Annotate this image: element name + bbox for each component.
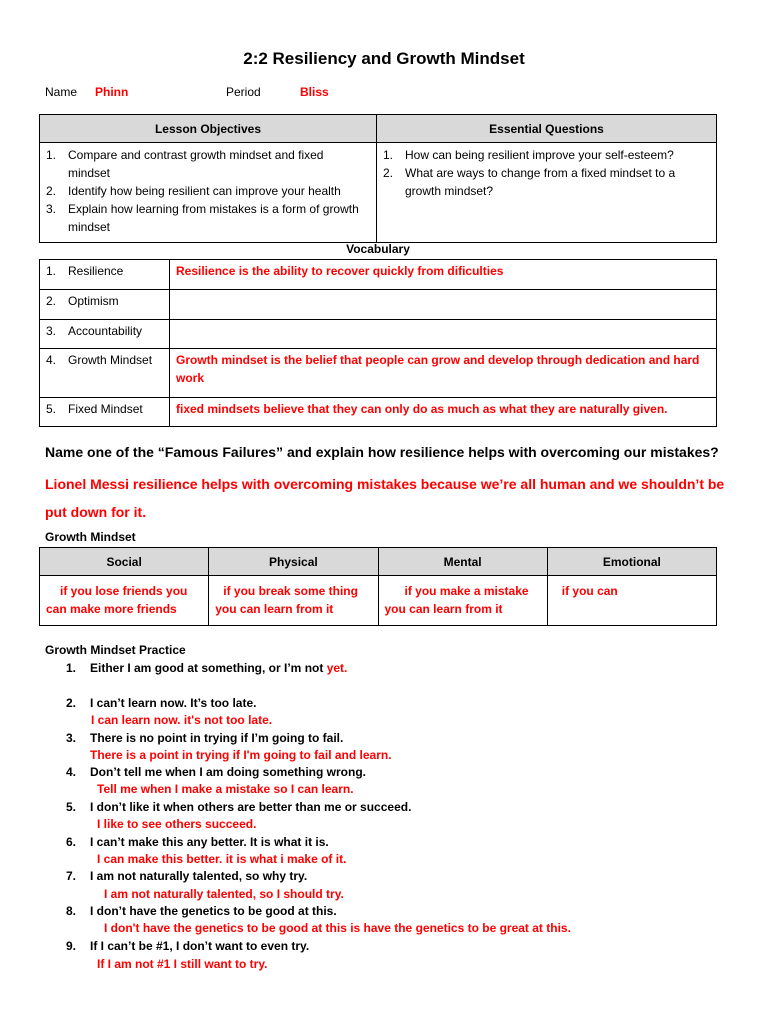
- vocab-term: [40, 320, 170, 349]
- objective-item: [46, 182, 368, 200]
- lesson-objectives-header: Lesson Objectives: [40, 115, 377, 143]
- practice-statement: If I can’t be #1, I don’t want to even try.: [90, 939, 310, 953]
- vocab-number: 3.: [46, 324, 57, 338]
- vocab-term-text: Growth Mindset: [68, 353, 153, 367]
- practice-statement: I can’t learn now. It’s too late.: [90, 696, 257, 710]
- practice-number: 7.: [66, 869, 77, 883]
- essential-questions-cell: [377, 143, 717, 243]
- practice-answer[interactable]: There is a point in trying if I'm going to fail and learn.: [90, 748, 392, 762]
- vocab-definition[interactable]: Resilience is the ability to recover quickly from dificulties: [170, 260, 717, 290]
- vocab-row: [40, 398, 717, 427]
- practice-item: [66, 904, 337, 918]
- vocab-number: 1.: [46, 264, 57, 278]
- practice-answer[interactable]: I am not naturally talented, so I should try.: [104, 887, 344, 901]
- practice-item: [66, 731, 343, 745]
- mental-header: Mental: [378, 548, 547, 576]
- objective-number: 3.: [46, 202, 57, 216]
- practice-statement: I don’t have the genetics to be good at this.: [90, 904, 337, 918]
- practice-item: [66, 835, 329, 849]
- vocab-term-text: Accountability: [68, 324, 143, 338]
- vocab-row: [40, 320, 717, 349]
- practice-number: 2.: [66, 696, 77, 710]
- vocab-definition[interactable]: [170, 290, 717, 320]
- objective-text: Identify how being resilient can improve your health: [68, 184, 341, 198]
- famous-failures-question: Name one of the “Famous Failures” and explain how resilience helps with overcoming our mistakes?: [45, 444, 719, 460]
- vocab-row: [40, 260, 717, 290]
- vocab-definition[interactable]: fixed mindsets believe that they can only do as much as what they are naturally given.: [170, 398, 717, 427]
- practice-item: [66, 661, 347, 675]
- practice-number: 5.: [66, 800, 77, 814]
- practice-number: 4.: [66, 765, 77, 779]
- emotional-cell[interactable]: if you can: [547, 576, 716, 626]
- objective-number: 2.: [46, 184, 57, 198]
- practice-number: 3.: [66, 731, 77, 745]
- mental-cell[interactable]: if you make a mistake you can learn from it: [378, 576, 547, 626]
- practice-item: [66, 765, 366, 779]
- question-number: 1.: [383, 148, 394, 162]
- practice-item: [66, 939, 309, 953]
- emotional-header: Emotional: [547, 548, 716, 576]
- practice-label: Growth Mindset Practice: [45, 643, 186, 657]
- vocab-definition[interactable]: [170, 320, 717, 349]
- practice-answer[interactable]: I like to see others succeed.: [97, 817, 257, 831]
- practice-answer[interactable]: I don't have the genetics to be good at this is have the genetics to be great at this.: [104, 921, 571, 935]
- period-label: Period: [226, 85, 261, 99]
- question-number: 2.: [383, 166, 394, 180]
- practice-statement: There is no point in trying if I’m going to fail.: [90, 731, 344, 745]
- essential-questions-header: Essential Questions: [377, 115, 717, 143]
- growth-mindset-label: Growth Mindset: [45, 530, 136, 544]
- objective-item: [46, 146, 368, 182]
- vocab-number: 4.: [46, 353, 57, 367]
- practice-number: 6.: [66, 835, 77, 849]
- question-text: How can being resilient improve your self-esteem?: [405, 148, 674, 162]
- name-value[interactable]: Phinn: [95, 85, 129, 99]
- practice-number: 1.: [66, 661, 77, 675]
- vocab-term-text: Fixed Mindset: [68, 402, 143, 416]
- practice-answer[interactable]: If I am not #1 I still want to try.: [97, 957, 268, 971]
- practice-item: [66, 869, 307, 883]
- physical-header: Physical: [209, 548, 378, 576]
- lesson-objectives-cell: [40, 143, 377, 243]
- vocab-term-text: Resilience: [68, 264, 124, 278]
- practice-statement: Don’t tell me when I am doing something wrong.: [90, 765, 367, 779]
- question-text: What are ways to change from a fixed mindset to a growth mindset?: [405, 166, 676, 198]
- name-label: Name: [45, 85, 78, 99]
- practice-item: [66, 800, 411, 814]
- practice-item: [66, 696, 256, 710]
- practice-number: 8.: [66, 904, 77, 918]
- vocab-number: 5.: [46, 402, 57, 416]
- vocab-definition[interactable]: Growth mindset is the belief that people can grow and develop through dedication and hard work: [170, 349, 717, 398]
- practice-statement: I can’t make this any better. It is what it is.: [90, 835, 329, 849]
- famous-failures-answer[interactable]: Lionel Messi resilience helps with overcoming mistakes because we’re all human and we shouldn’t be put down for it.: [45, 476, 725, 520]
- vocab-row: [40, 290, 717, 320]
- practice-statement: I am not naturally talented, so why try.: [90, 869, 308, 883]
- vocab-term: [40, 349, 170, 398]
- social-header: Social: [40, 548, 209, 576]
- practice-answer[interactable]: Tell me when I make a mistake so I can learn.: [97, 782, 354, 796]
- page-title: 2:2 Resiliency and Growth Mindset: [243, 49, 525, 68]
- growth-mindset-table: [39, 547, 717, 626]
- vocabulary-table: [39, 259, 717, 427]
- vocab-term: [40, 398, 170, 427]
- practice-answer[interactable]: yet.: [326, 661, 348, 675]
- physical-cell[interactable]: if you break some thing you can learn from it: [209, 576, 378, 626]
- question-item: [383, 164, 708, 200]
- vocab-number: 2.: [46, 294, 57, 308]
- vocabulary-title: Vocabulary: [346, 242, 410, 256]
- practice-answer[interactable]: I can make this better. it is what i make of it.: [97, 852, 347, 866]
- objective-text: Explain how learning from mistakes is a form of growth mindset: [68, 202, 359, 234]
- practice-answer[interactable]: I can learn now. it's not too late.: [91, 713, 273, 727]
- vocab-row: [40, 349, 717, 398]
- practice-statement: I don’t like it when others are better than me or succeed.: [90, 800, 412, 814]
- objective-text: Compare and contrast growth mindset and fixed mindset: [68, 148, 324, 180]
- period-value[interactable]: Bliss: [300, 85, 329, 99]
- vocab-term: [40, 290, 170, 320]
- objectives-table: [39, 114, 717, 243]
- objective-number: 1.: [46, 148, 57, 162]
- vocab-term: [40, 260, 170, 290]
- vocab-term-text: Optimism: [68, 294, 119, 308]
- social-cell[interactable]: if you lose friends you can make more friends: [40, 576, 209, 626]
- practice-number: 9.: [66, 939, 77, 953]
- objective-item: [46, 200, 368, 236]
- question-item: [383, 146, 708, 164]
- practice-statement: Either I am good at something, or I’m not: [90, 661, 324, 675]
